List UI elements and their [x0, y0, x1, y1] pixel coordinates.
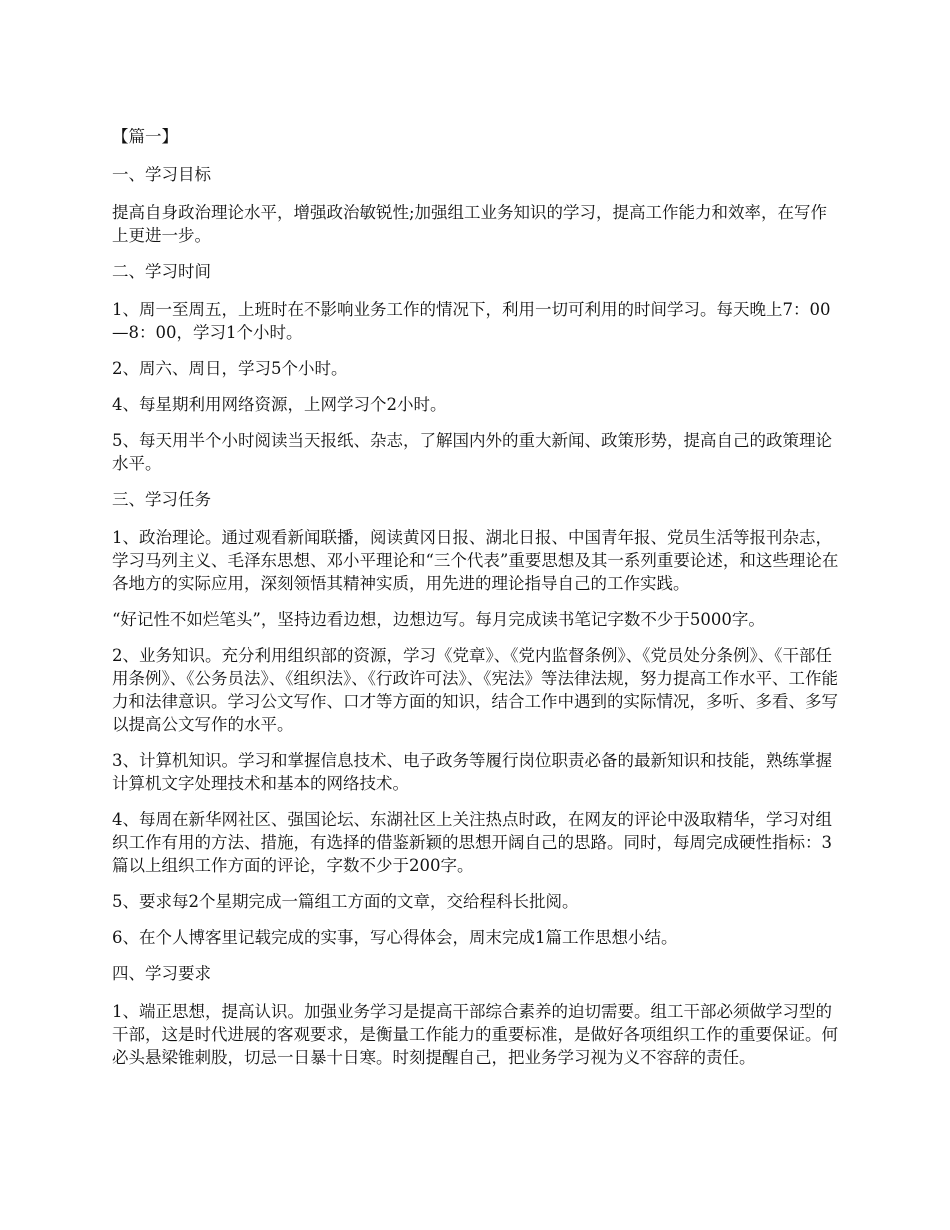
paragraph-blog: 6、在个人博客里记载完成的实事，写心得体会，周末完成1篇工作思想小结。: [112, 928, 678, 947]
paragraph-notes: “好记性不如烂笔头”，坚持边看边想，边想边写。每月完成读书笔记字数不少于5000字。: [112, 610, 765, 629]
paragraph-business-knowledge: 2、业务知识。充分利用组织部的资源，学习《党章》、《党内监督条例》、《党员处分条例》、《干部任用条例》、《公务员法》、《组织法》、《行政许可法》、《宪法》等法律法规，努力提高工作水平、工作能力和法律意识。学习公文写作、口才等方面的知识，结合工作中遇到的实际情况，多听、多看、多写以提高公文写作的水平。: [112, 646, 838, 734]
paragraph-computer-knowledge: 3、计算机知识。学习和掌握信息技术、电子政务等履行岗位职责必备的最新知识和技能，熟练掌握计算机文字处理技术和基本的网络技术。: [112, 751, 832, 793]
paragraph-online-study: 4、每星期利用网络资源，上网学习个2小时。: [112, 395, 447, 414]
heading-learning-requirements: 四、学习要求: [112, 964, 211, 983]
document-body: [112, 125, 842, 1082]
paragraph-articles: 5、要求每2个星期完成一篇组工方面的文章，交给程科长批阅。: [112, 892, 579, 911]
heading-learning-goals: 一、学习目标: [112, 165, 211, 184]
paragraph-goals: 提高自身政治理论水平，增强政治敏锐性;加强组工业务知识的学习，提高工作能力和效率，在写作上更进一步。: [112, 203, 828, 245]
section-marker: 【篇一】: [112, 127, 178, 146]
paragraph-online-forums: 4、每周在新华网社区、强国论坛、东湖社区上关注热点时政，在网友的评论中汲取精华，学习对组织工作有用的方法、措施，有选择的借鉴新颖的思想开阔自己的思路。同时，每周完成硬性指标：3篇以上组织工作方面的评论，字数不少于200字。: [112, 810, 832, 875]
paragraph-attitude: 1、端正思想，提高认识。加强业务学习是提高干部综合素养的迫切需要。组工干部必须做学习型的干部，这是时代进展的客观要求，是衡量工作能力的重要标准，是做好各项组织工作的重要保证。何必头悬梁锥刺股，切忌一日暴十日寒。时刻提醒自己，把业务学习视为义不容辞的责任。: [112, 1002, 838, 1067]
paragraph-weekday-study: 1、周一至周五，上班时在不影响业务工作的情况下，利用一切可利用的时间学习。每天晚上7：00—8：00，学习1个小时。: [112, 300, 831, 342]
heading-learning-time: 二、学习时间: [112, 262, 211, 281]
paragraph-political-theory: 1、政治理论。通过观看新闻联播，阅读黄冈日报、湖北日报、中国青年报、党员生活等报刊杂志，学习马列主义、毛泽东思想、邓小平理论和“三个代表”重要思想及其一系列重要论述，和这些理论在各地方的实际应用，深刻领悟其精神实质，用先进的理论指导自己的工作实践。: [112, 528, 839, 593]
heading-learning-tasks: 三、学习任务: [112, 490, 211, 509]
paragraph-reading-news: 5、每天用半个小时阅读当天报纸、杂志，了解国内外的重大新闻、政策形势，提高自己的政策理论水平。: [112, 431, 832, 473]
paragraph-weekend-study: 2、周六、周日，学习5个小时。: [112, 359, 348, 378]
